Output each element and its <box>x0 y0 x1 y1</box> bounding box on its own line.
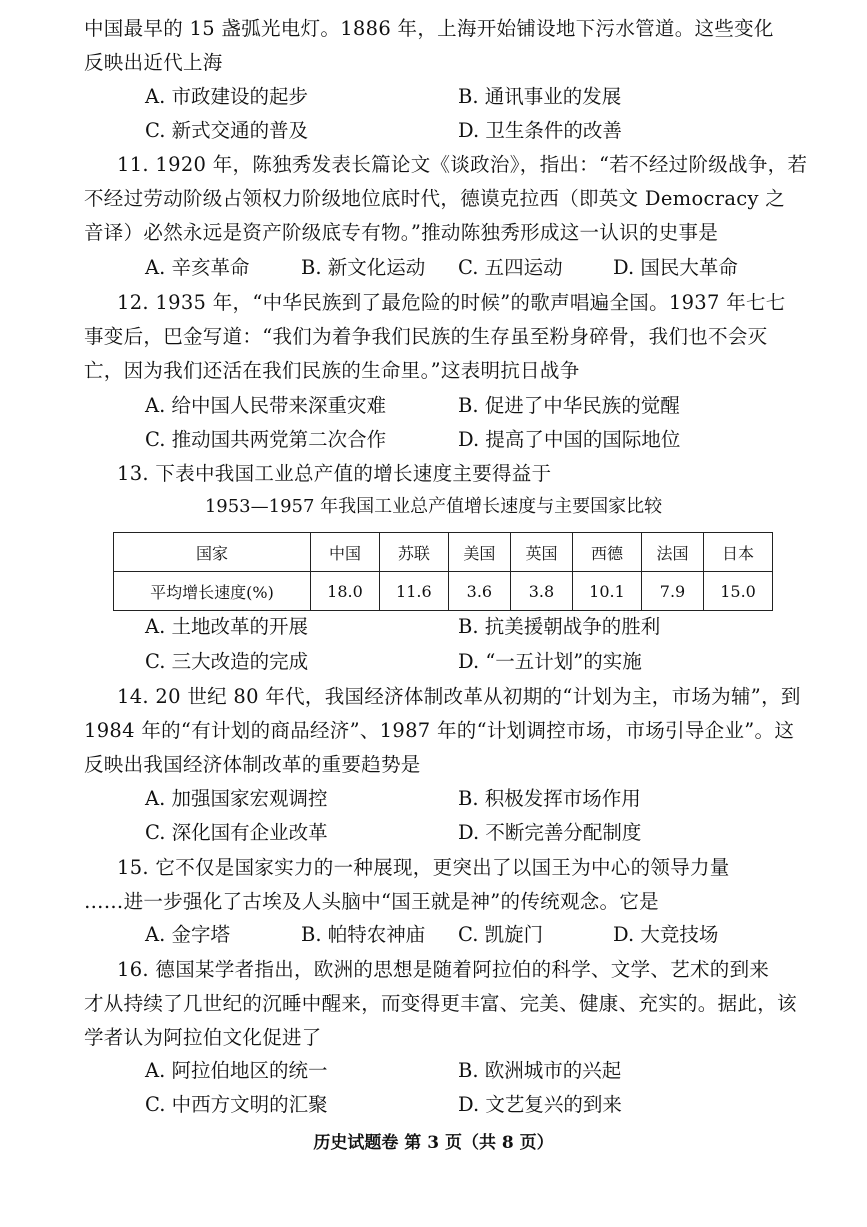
table-cell-country: 日本 <box>704 533 773 572</box>
q13-line-1: 13. 下表中我国工业总产值的增长速度主要得益于 <box>117 462 552 485</box>
q15-line-2: ……进一步强化了古埃及人头脑中“国王就是神”的传统观念。它是 <box>84 890 659 913</box>
q16-line-1: 16. 德国某学者指出，欧洲的思想是随着阿拉伯的科学、文学、艺术的到来 <box>117 958 770 981</box>
q13-option-d: D. “一五计划”的实施 <box>458 650 642 673</box>
q11-line-1: 11. 1920 年，陈独秀发表长篇论文《谈政治》，指出：“若不经过阶级战争，若 <box>117 153 808 176</box>
q15-option-b: B. 帕特农神庙 <box>301 923 426 946</box>
intro-option-c: C. 新式交通的普及 <box>145 119 309 142</box>
q15-line-1: 15. 它不仅是国家实力的一种展现，更突出了以国王为中心的领导力量 <box>117 856 730 879</box>
intro-line-1: 中国最早的 15 盏弧光电灯。1886 年，上海开始铺设地下污水管道。这些变化 <box>84 17 774 40</box>
table-cell-value: 10.1 <box>573 572 642 611</box>
q14-line-3: 反映出我国经济体制改革的重要趋势是 <box>84 753 421 776</box>
q16-option-c: C. 中西方文明的汇聚 <box>145 1093 328 1116</box>
page-footer: 历史试题卷 第 3 页（共 8 页） <box>313 1133 554 1153</box>
growth-table <box>113 532 773 611</box>
table-cell-value: 7.9 <box>641 572 703 611</box>
q11-line-3: 音译）必然永远是资产阶级底专有物。”推动陈独秀形成这一认识的史事是 <box>84 221 719 244</box>
table-row <box>114 572 773 611</box>
intro-option-b: B. 通讯事业的发展 <box>458 85 622 108</box>
q14-option-b: B. 积极发挥市场作用 <box>458 787 641 810</box>
q14-line-1: 14. 20 世纪 80 年代，我国经济体制改革从初期的“计划为主，市场为辅”，到 <box>117 685 801 708</box>
table-cell-country: 西德 <box>573 533 642 572</box>
intro-line-2: 反映出近代上海 <box>84 51 223 74</box>
table-header-cell: 平均增长速度(%) <box>114 572 311 611</box>
q13-option-b: B. 抗美援朝战争的胜利 <box>458 615 661 638</box>
q15-option-d: D. 大竞技场 <box>613 923 719 946</box>
q12-option-b: B. 促进了中华民族的觉醒 <box>458 394 680 417</box>
q16-option-d: D. 文艺复兴的到来 <box>458 1093 622 1116</box>
table-caption: 1953—1957 年我国工业总产值增长速度与主要国家比较 <box>204 496 663 517</box>
table-cell-country: 美国 <box>448 533 510 572</box>
q12-line-2: 事变后，巴金写道：“我们为着争我们民族的生存虽至粉身碎骨，我们也不会灭 <box>84 325 768 348</box>
q15-option-a: A. 金字塔 <box>145 923 230 946</box>
q12-option-d: D. 提高了中国的国际地位 <box>458 428 681 451</box>
q14-option-a: A. 加强国家宏观调控 <box>145 787 328 810</box>
table-cell-value: 18.0 <box>311 572 380 611</box>
q11-line-2: 不经过劳动阶级占领权力阶级地位底时代，德谟克拉西（即英文 Democracy 之 <box>84 187 786 210</box>
table-cell-value: 11.6 <box>379 572 448 611</box>
intro-option-d: D. 卫生条件的改善 <box>458 119 622 142</box>
q12-line-3: 亡，因为我们还活在我们民族的生命里。”这表明抗日战争 <box>84 359 580 382</box>
q16-line-3: 学者认为阿拉伯文化促进了 <box>84 1026 322 1049</box>
table-cell-value: 3.6 <box>448 572 510 611</box>
q15-option-c: C. 凯旋门 <box>458 923 544 946</box>
q16-option-b: B. 欧洲城市的兴起 <box>458 1059 622 1082</box>
table-row <box>114 533 773 572</box>
q11-option-b: B. 新文化运动 <box>301 256 426 279</box>
table-cell-country: 法国 <box>641 533 703 572</box>
table-cell-value: 3.8 <box>510 572 572 611</box>
q12-option-a: A. 给中国人民带来深重灾难 <box>145 394 386 417</box>
intro-option-a: A. 市政建设的起步 <box>145 85 308 108</box>
q13-option-c: C. 三大改造的完成 <box>145 650 309 673</box>
q11-option-d: D. 国民大革命 <box>613 256 738 279</box>
q16-option-a: A. 阿拉伯地区的统一 <box>145 1059 328 1082</box>
table-cell-country: 苏联 <box>379 533 448 572</box>
q12-option-c: C. 推动国共两党第二次合作 <box>145 428 387 451</box>
table-cell-value: 15.0 <box>704 572 773 611</box>
table-cell-country: 英国 <box>510 533 572 572</box>
q14-option-c: C. 深化国有企业改革 <box>145 821 328 844</box>
q14-line-2: 1984 年的“有计划的商品经济”、1987 年的“计划调控市场，市场引导企业”。这 <box>84 719 795 742</box>
q11-option-c: C. 五四运动 <box>458 256 563 279</box>
q14-option-d: D. 不断完善分配制度 <box>458 821 642 844</box>
q12-line-1: 12. 1935 年，“中华民族到了最危险的时候”的歌声唱遍全国。1937 年七七 <box>117 291 786 314</box>
q11-option-a: A. 辛亥革命 <box>145 256 250 279</box>
table-header-cell: 国家 <box>114 533 311 572</box>
q13-option-a: A. 土地改革的开展 <box>145 615 308 638</box>
table-cell-country: 中国 <box>311 533 380 572</box>
q16-line-2: 才从持续了几世纪的沉睡中醒来，而变得更丰富、完美、健康、充实的。据此，该 <box>84 992 797 1015</box>
